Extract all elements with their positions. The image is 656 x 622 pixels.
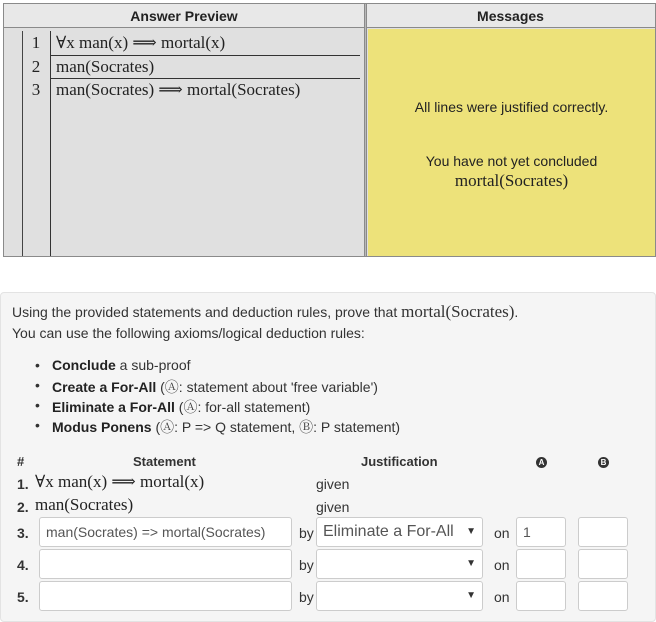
premise-b-input[interactable] — [578, 549, 628, 579]
rule-item — [35, 417, 400, 437]
rule-select[interactable] — [316, 549, 483, 579]
problem-intro-text: Using the provided statements and deduction rules, prove that — [12, 304, 398, 320]
circled-a-icon: A — [536, 457, 547, 468]
preview-line-number: 2 — [31, 57, 41, 76]
rule-desc: a sub-proof — [115, 357, 191, 373]
problem-statement — [12, 302, 518, 322]
row-number: 1. — [17, 476, 29, 492]
messages-header: Messages — [365, 4, 655, 28]
circled-b-icon: B — [598, 457, 609, 468]
premise-b-input[interactable] — [578, 517, 628, 547]
given-statement: ∀x man(x) ⟹ mortal(x) — [35, 472, 205, 491]
rule-name: Conclude — [52, 357, 116, 373]
given-justification: given — [316, 476, 350, 492]
preview-line — [22, 79, 358, 101]
col-header-number: # — [17, 454, 25, 469]
by-label: by — [299, 589, 314, 605]
row-number: 5. — [17, 589, 29, 605]
dropdown-arrow-icon: ▼ — [466, 526, 476, 537]
premise-a-input[interactable]: 1 — [516, 517, 566, 547]
answer-preview-panel — [4, 29, 364, 256]
preview-line — [22, 56, 358, 78]
problem-intro-suffix: . — [514, 304, 519, 320]
by-label: by — [299, 557, 314, 573]
conclusion-message: You have not yet concluded — [425, 153, 598, 169]
rule-name: Eliminate a For-All — [52, 399, 175, 415]
by-label: by — [299, 525, 314, 541]
statement-input[interactable] — [39, 549, 292, 579]
col-header-a — [536, 454, 547, 470]
col-header-statement: Statement — [133, 454, 196, 469]
column-divider — [364, 4, 367, 256]
preview-line-statement: man(Socrates) ⟹ mortal(Socrates) — [56, 80, 301, 99]
rule-item — [35, 357, 400, 377]
rule-desc: (Ⓐ: statement about 'free variable') — [156, 379, 378, 395]
rule-select-value: Eliminate a For-All — [323, 523, 454, 540]
on-label: on — [494, 589, 510, 605]
rule-desc: (Ⓐ: for-all statement) — [174, 399, 311, 415]
rule-select[interactable] — [316, 517, 483, 547]
rule-item — [35, 377, 400, 397]
conclusion-goal: mortal(Socrates) — [454, 171, 569, 190]
given-justification: given — [316, 499, 350, 515]
preview-line-number: 1 — [31, 33, 41, 52]
row-number: 4. — [17, 557, 29, 573]
dropdown-arrow-icon: ▼ — [466, 558, 476, 569]
col-header-b — [598, 454, 609, 470]
preview-line-statement: ∀x man(x) ⟹ mortal(x) — [56, 33, 226, 52]
statement-input[interactable]: man(Socrates) => mortal(Socrates) — [39, 517, 292, 547]
rules-list — [35, 357, 400, 437]
col-header-justification: Justification — [361, 454, 438, 469]
dropdown-arrow-icon: ▼ — [466, 590, 476, 601]
preview-line-number: 3 — [31, 80, 41, 99]
given-statement: man(Socrates) — [35, 495, 134, 514]
problem-goal: mortal(Socrates) — [401, 302, 515, 321]
preview-line — [22, 32, 358, 54]
rule-name: Modus Ponens — [52, 419, 152, 435]
rule-name: Create a For-All — [52, 379, 157, 395]
on-label: on — [494, 525, 510, 541]
proof-status-table — [3, 3, 656, 257]
premise-a-input[interactable] — [516, 549, 566, 579]
messages-panel — [368, 29, 655, 256]
on-label: on — [494, 557, 510, 573]
row-number: 2. — [17, 499, 29, 515]
rule-item — [35, 397, 400, 417]
justification-message: All lines were justified correctly. — [414, 99, 609, 115]
answer-preview-header: Answer Preview — [4, 4, 364, 28]
rule-desc: (Ⓐ: P => Q statement, Ⓑ: P statement) — [151, 419, 401, 435]
problem-panel — [0, 292, 656, 622]
preview-line-statement: man(Socrates) — [56, 57, 155, 76]
rules-intro: You can use the following axioms/logical deduction rules: — [12, 325, 365, 341]
row-number: 3. — [17, 525, 29, 541]
